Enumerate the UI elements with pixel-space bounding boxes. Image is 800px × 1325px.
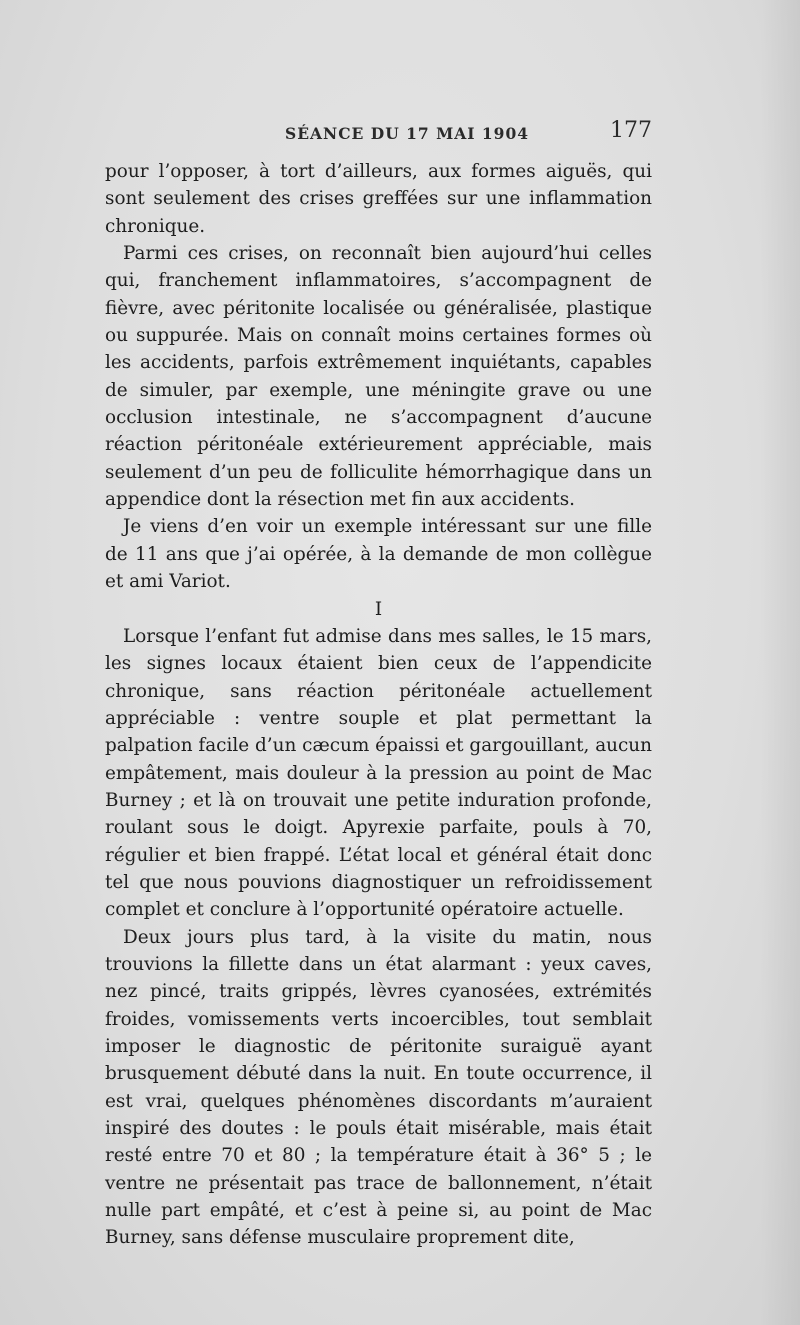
page-number: 177 bbox=[610, 118, 652, 143]
page-header bbox=[105, 118, 652, 148]
paragraph-4: Lorsque l’enfant fut admise dans mes salles, le 15 mars, les signes locaux étaient bien ceux de l’appendicite chronique, sans réaction péritonéale actuellement appréciable : ventre souple et plat permettant la palpation facile d’un cæcum épaissi et gargouillant, aucun empâtement, mais douleur à la pression au point de Mac Burney ; et là on trouvait une petite induration profonde, roulant sous le doigt. Apyrexie parfaite, pouls à 70, régulier et bien frappé. L’état local et général était donc tel que nous pouvions diagnostiquer un refroidissement complet et conclure à l’opportunité opératoire actuelle. bbox=[105, 625, 652, 921]
running-head: SÉANCE DU 17 MAI 1904 bbox=[285, 124, 530, 143]
paragraph-5: Deux jours plus tard, à la visite du matin, nous trouvions la fillette dans un état alarmant : yeux caves, nez pincé, traits grippés, lèvres cyanosées, extrémités froides, vomissements verts incoercibles, tout semblait imposer le diagnostic de péritonite suraiguë ayant brusquement débuté dans la nuit. En toute occurrence, il est vrai, quelques phénomènes discordants m’auraient inspiré des doutes : le pouls était misérable, mais était resté entre 70 et 80 ; la température était à 36° 5 ; le ventre ne présentait pas trace de ballonnement, n’était nulle part empâté, et c’est à peine si, au point de Mac Burney, sans défense musculaire proprement dite, bbox=[105, 926, 652, 1249]
paragraph-2: Parmi ces crises, on reconnaît bien aujourd’hui celles qui, franchement inflammatoires, s’accompagnent de fièvre, avec péritonite localisée ou généralisée, plastique ou suppurée. Mais on connaît moins certaines formes où les accidents, parfois extrêmement inquiétants, capables de simuler, par exemple, une méningite grave ou une occlusion intestinale, ne s’accompagnent d’aucune réaction péritonéale extérieurement appréciable, mais seulement d’un peu de folliculite hémorrhagique dans un appendice dont la résection met fin aux accidents. bbox=[105, 243, 652, 511]
paragraph-3: Je viens d’en voir un exemple intéressant sur une fille de 11 ans que j’ai opérée, à la demande de mon collègue et ami Variot. bbox=[105, 516, 652, 593]
section-number: I bbox=[374, 598, 383, 620]
paragraph-1: pour l’opposer, à tort d’ailleurs, aux formes aiguës, qui sont seulement des crises greffées sur une inflammation chronique. bbox=[105, 161, 652, 237]
body-text bbox=[105, 158, 652, 1252]
